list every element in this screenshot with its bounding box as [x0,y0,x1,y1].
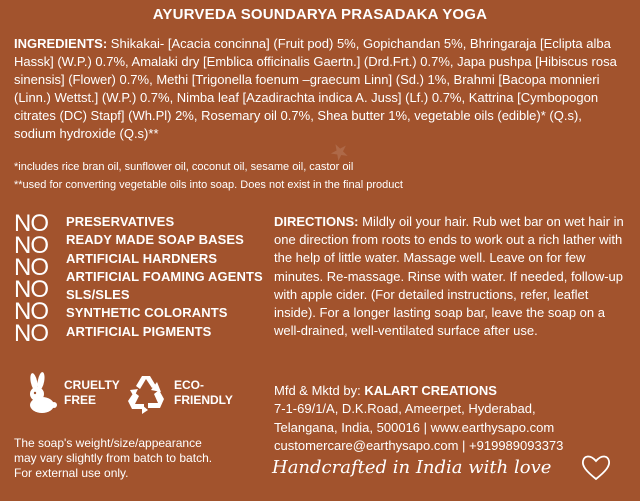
disclaimer [14,436,212,481]
address-line2: Telangana, India, 500016 | www.earthysapo.com [274,419,555,435]
no-glyph: NO [14,320,48,347]
handcrafted-tagline: Handcrafted in India with love [272,457,552,478]
no-list [66,213,263,341]
manufacturer-name: KALART CREATIONS [364,383,497,398]
no-glyph: NO [14,298,48,325]
cruelty-line1: CRUELTY [64,378,120,392]
disclaimer-line2: may vary slightly from batch to batch. [14,451,213,465]
directions-label: DIRECTIONS: [274,214,359,229]
no-item-colorants: SYNTHETIC COLORANTS [66,305,228,321]
no-item-pigments: ARTIFICIAL PIGMENTS [66,323,212,339]
no-item-hardners: ARTIFICIAL HARDNERS [66,250,218,266]
watermark: ★ [325,136,355,169]
disclaimer-line3: For external use only. [14,466,129,480]
eco-line2: FRIENDLY [174,393,233,407]
ingredients-label: INGREDIENTS: [14,36,108,51]
address-line1: 7-1-69/1/A, D.K.Road, Ameerpet, Hyderabad, [274,401,536,417]
rabbit-icon [20,372,60,414]
eco-line1: ECO- [174,378,204,392]
heart-icon [580,452,612,482]
manufacturer-block [274,382,563,456]
ingredients-text: Shikakai- [Acacia concinna] (Fruit pod) 5%, Gopichandan 5%, Bhringaraja [Eclipta alba Hassk] (W.P.) 0.7%, Amalaki dry [Emblica officinalis Gaertn.] (Drd.Frt.) 0.7%, Japa pushpa [Hibiscus rosa sinensis] (Flower) 0.7%, Methi [Trigonella foenum –graecum Linn] (Sd.) 1%, Brahmi [Bacopa monnieri (Linn.) Wettst.] (W.P.) 0.7%, Nimba leaf [Azadirachta indica A. Juss] (Lf.) 0.7%, Kattrina [Cymbopogon citrates (DC) Stapf] (Wh.Pl) 2%, Rosemary oil 0.7%, Shea butter 1%, vegetable oils (edible)* (Q.s), sodium hydroxide (Q.s)** [14,36,617,142]
no-glyph: NO [14,210,48,237]
contact-line: customercare@earthysapo.com | +919989093373 [274,438,564,454]
eco-friendly-badge [174,378,233,408]
footnote-oils: *includes rice bran oil, sunflower oil, coconut oil, sesame oil, castor oil [14,161,354,173]
no-item-sls: SLS/SLES [66,287,130,303]
no-glyph: NO [14,276,48,303]
ingredients-block [14,35,626,144]
footnote-sodium: **used for converting vegetable oils into soap. Does not exist in the final product [14,179,403,191]
cruelty-free-badge [64,378,120,408]
directions-text: Mildly oil your hair. Rub wet bar on wet hair in one direction from roots to ends to work out a rich lather with the help of little water. Massage well. Leave on for few minutes. Re-massage. Rinse with water. If needed, follow-up with apple cider. (For detailed instructions, refer, leaflet inside). For a longer lasting soap bar, leave the soap on a well-drained, well-ventilated surface after use. [274,214,624,339]
no-item-preservatives: PRESERVATIVES [66,214,175,229]
no-item-foaming-agents: ARTIFICIAL FOAMING AGENTS [66,268,263,284]
no-item-soap-bases: READY MADE SOAP BASES [66,232,244,248]
no-glyph: NO [14,254,48,281]
disclaimer-line1: The soap's weight/size/appearance [14,436,202,450]
no-glyph-column [14,210,54,347]
directions-block [274,213,624,340]
mfd-prefix: Mfd & Mktd by: [274,383,361,398]
product-title: AYURVEDA SOUNDARYA PRASADAKA YOGA [152,6,488,23]
cruelty-line2: FREE [64,393,97,407]
recycle-icon [124,372,168,414]
no-glyph: NO [14,232,48,259]
